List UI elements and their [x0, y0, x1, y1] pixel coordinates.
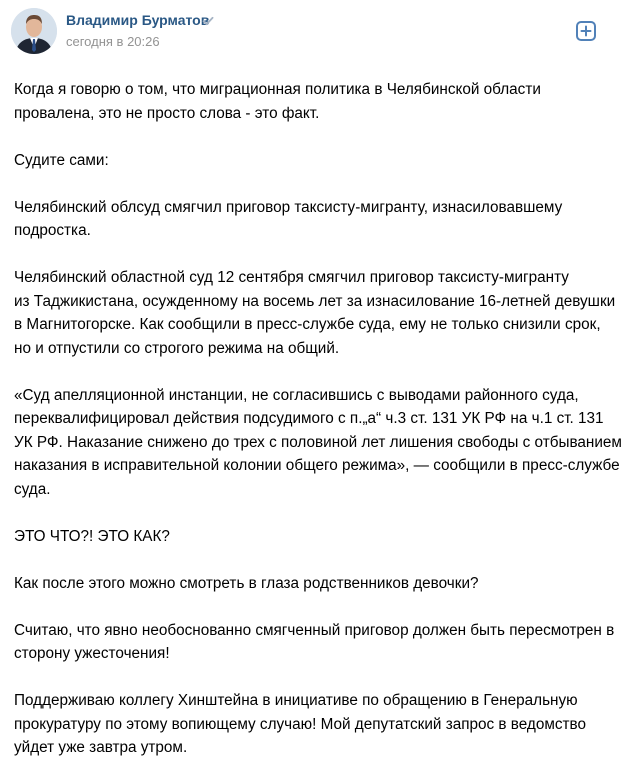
add-plus-icon[interactable] [576, 21, 596, 41]
post-paragraph: Челябинский областной суд 12 сентября смягчил приговор таксисту-мигранту из Таджикистана, осужденному на восемь лет за изнасилование 16-летней девушки в Магнитогорске. Как сообщили в пресс-службе суда, ему не только снизили срок, но и отпустили со строгого режима на общий. [14, 269, 616, 357]
post-paragraph: Как после этого можно смотреть в глаза родственников девочки? [14, 574, 479, 592]
author-name[interactable]: Владимир Бурматов [66, 12, 210, 28]
post-paragraph: Челябинский облсуд смягчил приговор таксисту-мигранту, изнасиловавшему подростка. [14, 198, 563, 239]
post-paragraph: Когда я говорю о том, что миграционная политика в Челябинской области провалена, это не просто слова - это факт. [14, 81, 541, 122]
post-paragraph: Поддерживаю коллегу Хинштейна в инициативе по обращению в Генеральную прокуратуру по этому вопиющему случаю! Мой депутатский запрос в ведомство уйдет уже завтра утром. [14, 692, 586, 756]
post-paragraph: Судите сами: [14, 151, 109, 169]
post-paragraph: «Суд апелляционной инстанции, не согласившись с выводами районного суда, переквалифицировал действия подсудимого с п.„а“ ч.3 ст. 131 УК РФ на ч.1 ст. 131 УК РФ. Наказание снижено до трех с половиной лет лишения свободы с отбыванием наказания в исправительной колонии общего режима», — сообщили в пресс-службе суда. [14, 386, 622, 498]
post-text [14, 78, 634, 783]
author-avatar[interactable] [11, 8, 57, 54]
verified-check-icon [201, 14, 215, 28]
post-header [0, 0, 640, 64]
post-time[interactable]: сегодня в 20:26 [66, 34, 160, 49]
post-paragraph: ЭТО ЧТО?! ЭТО КАК? [14, 527, 170, 545]
post-paragraph: Считаю, что явно необоснованно смягченный приговор должен быть пересмотрен в сторону ужесточения! [14, 621, 615, 662]
avatar-photo [11, 8, 57, 54]
